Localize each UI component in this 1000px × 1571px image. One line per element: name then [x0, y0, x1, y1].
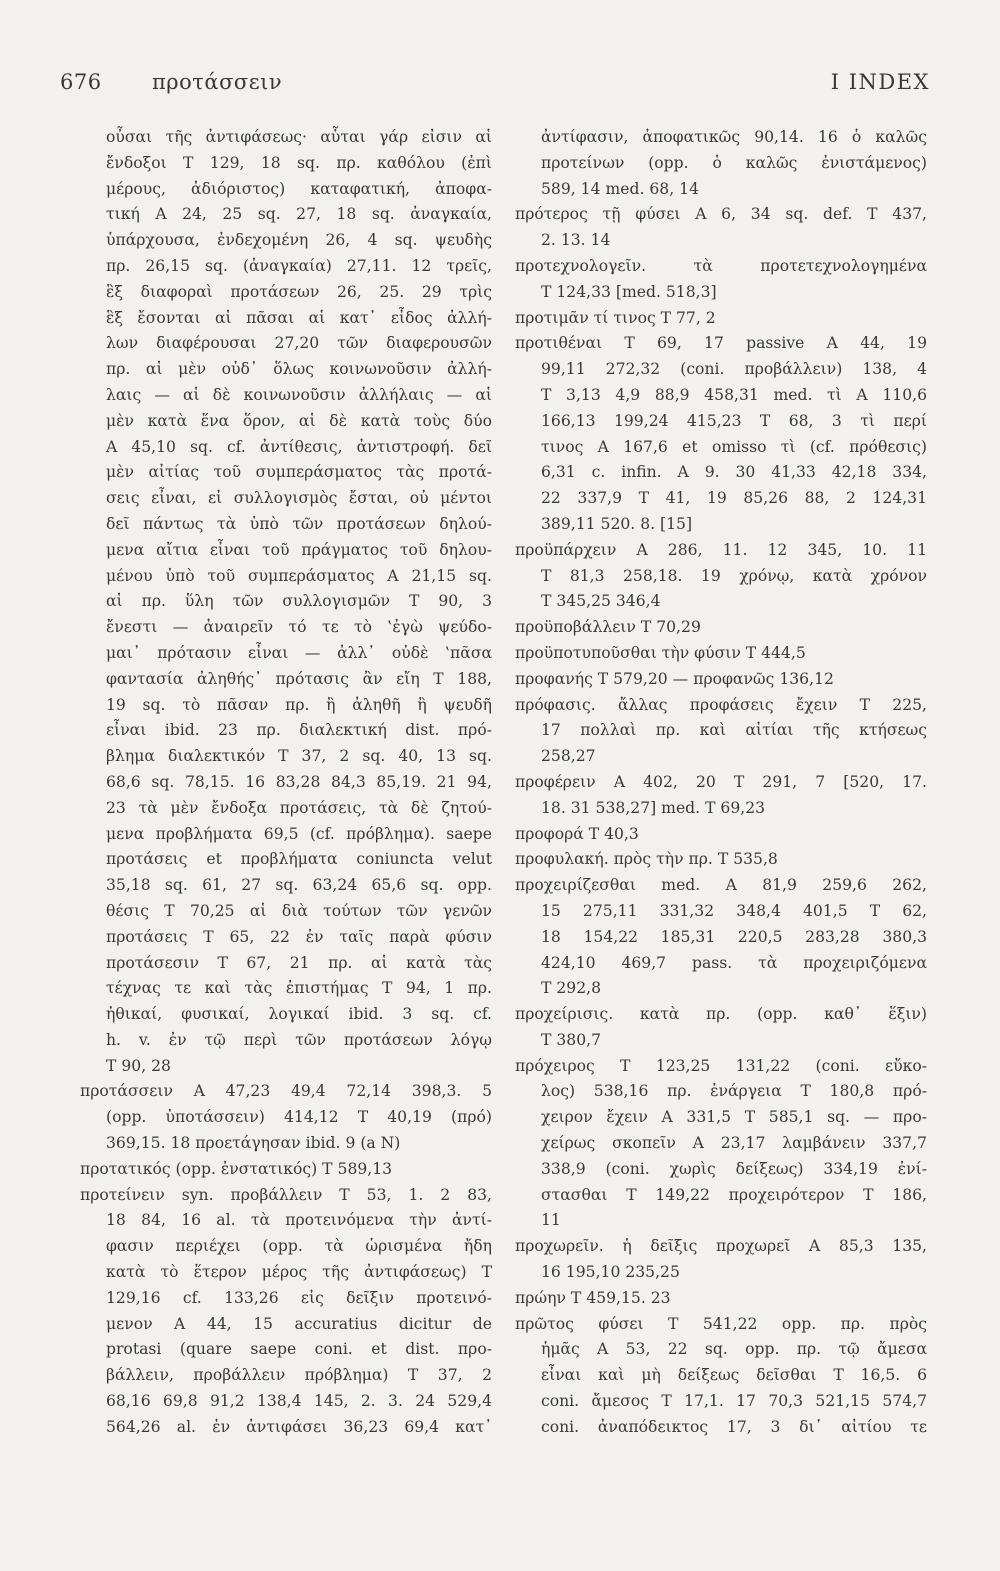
text-line: 23 τὰ μὲν ἔνδοξα προτάσεις, τὰ δὲ ζητού-: [106, 798, 492, 817]
text-line: πρ. αἱ μὲν οὐδ᾽ ὅλως κοινωνοῦσιν ἀλλή-: [106, 360, 492, 379]
text-line: ἓξ ἔσονται αἱ πᾶσαι αἱ κατ᾽ εἶδος ἀλλή-: [106, 308, 492, 327]
text-line: προφυλακή. πρὸς τὴν πρ. Τ 535,8: [515, 850, 778, 869]
text-line: σεις εἶναι, εἰ συλλογισμὸς ἔσται, οὐ μέντοι: [106, 489, 492, 508]
text-line: ἔνεστι — ἀναιρεῖν τό τε τὸ ‛ἐγὼ ψεύδο-: [106, 618, 492, 637]
text-line: μενα προβλήματα 69,5 (cf. πρόβλημα). saepe: [106, 824, 492, 843]
text-line: μένου ὑπὸ τοῦ συμπεράσματος Α 21,15 sq.: [106, 566, 492, 585]
text-line: πρ. 26,15 sq. (ἀναγκαία) 27,11. 12 τρεῖς,: [106, 256, 492, 275]
text-line: 338,9 (coni. χωρὶς δείξεως) 334,19 ἐνί-: [541, 1159, 927, 1178]
text-line: coni. ἄμεσος Τ 17,1. 17 70,3 521,15 574,7: [541, 1392, 927, 1411]
text-line: προτάσεις Τ 65, 22 ἐν ταῖς παρὰ φύσιν: [106, 927, 492, 946]
text-line: κατὰ τὸ ἕτερον μέρος τῆς ἀντιφάσεως) Τ: [106, 1263, 492, 1282]
text-line: h. v. ἐν τῷ περὶ τῶν προτάσεων λόγῳ: [106, 1030, 492, 1049]
text-line: 2. 13. 14: [541, 231, 611, 250]
text-line: 129,16 cf. 133,26 εἰς δεῖξιν προτεινό-: [106, 1288, 492, 1307]
text-line: 11: [541, 1211, 561, 1230]
text-line: 18 154,22 185,31 220,5 283,28 380,3: [541, 927, 927, 946]
running-headword: προτάσσειν: [152, 70, 283, 94]
text-line: προτιμᾶν τί τινος Τ 77, 2: [515, 308, 716, 327]
text-line: οὖσαι τῆς ἀντιφάσεως· αὗται γάρ εἰσιν αἱ: [106, 128, 492, 146]
text-line: 564,26 al. ἐν ἀντιφάσει 36,23 69,4 κατ᾽: [106, 1417, 492, 1436]
text-line: τική Α 24, 25 sq. 27, 18 sq. ἀναγκαία,: [106, 205, 492, 224]
text-line: 15 275,11 331,32 348,4 401,5 Τ 62,: [541, 901, 927, 920]
text-line: Τ 380,7: [541, 1030, 601, 1049]
text-line: μενον Α 44, 15 accuratius dicitur de: [106, 1314, 492, 1333]
text-line: 369,15. 18 προετάγησαν ibid. 9 (a N): [106, 1134, 401, 1153]
text-line: αἱ πρ. ὕλη τῶν συλλογισμῶν Τ 90, 3: [106, 592, 492, 611]
text-line: προτάσσειν Α 47,23 49,4 72,14 398,3. 5: [80, 1082, 492, 1101]
text-line: 16 195,10 235,25: [541, 1263, 680, 1282]
text-line: πρόχειρος Τ 123,25 131,22 (coni. εὔκο-: [515, 1056, 927, 1075]
text-line: εἶναι καὶ μὴ δείξεως δεῖσθαι Τ 16,5. 6: [541, 1366, 927, 1385]
text-line: 166,13 199,24 415,23 Τ 68, 3 τὶ περί: [541, 411, 927, 430]
section-title: I INDEX: [830, 70, 930, 94]
text-line: ἔνδοξοι Τ 129, 18 sq. πρ. καθόλου (ἐπὶ: [106, 153, 492, 172]
text-line: protasi (quare saepe coni. et dist. προ-: [106, 1340, 492, 1359]
text-line: 18 84, 16 al. τὰ προτεινόμενα τὴν ἀντί-: [106, 1211, 492, 1230]
text-line: (opp. ὑποτάσσειν) 414,12 Τ 40,19 (πρό): [106, 1108, 492, 1127]
text-line: μέρους, ἀδιόριστος) καταφατική, ἀποφα-: [106, 179, 492, 198]
text-line: 99,11 272,32 (coni. προβάλλειν) 138, 4: [541, 360, 927, 379]
text-line: χείρως σκοπεῖν Α 23,17 λαμβάνειν 337,7: [541, 1134, 927, 1153]
text-line: βάλλειν, προβάλλειν πρόβλημα) Τ 37, 2: [106, 1366, 492, 1385]
text-line: προϋποβάλλειν Τ 70,29: [515, 618, 701, 637]
page-header: [60, 70, 930, 106]
text-line: προφανής Τ 579,20 — προφανῶς 136,12: [515, 669, 834, 688]
text-line: 258,27: [541, 747, 596, 766]
text-line: προϋποτυποῦσθαι τὴν φύσιν Τ 444,5: [515, 643, 806, 662]
text-line: 22 337,9 Τ 41, 19 85,26 88, 2 124,31: [541, 489, 927, 508]
text-line: 68,6 sq. 78,15. 16 83,28 84,3 85,19. 21 94,: [106, 772, 492, 791]
text-line: πρότερος τῇ φύσει Α 6, 34 sq. def. Τ 437,: [515, 205, 927, 224]
text-line: 17 πολλαὶ πρ. καὶ αἰτίαι τῆς κτήσεως: [541, 721, 927, 740]
text-line: βλημα διαλεκτικόν Τ 37, 2 sq. 40, 13 sq.: [106, 747, 492, 766]
text-line: 389,11 520. 8. [15]: [541, 514, 693, 533]
text-line: προϋπάρχειν Α 286, 11. 12 345, 10. 11: [515, 540, 927, 559]
text-line: προχωρεῖν. ἡ δεῖξις προχωρεῖ Α 85,3 135,: [515, 1237, 927, 1256]
text-line: ἓξ διαφοραὶ προτάσεων 26, 25. 29 τρὶς: [106, 282, 492, 301]
text-line: προτατικός (opp. ἐνστατικός) Τ 589,13: [80, 1159, 393, 1178]
right-column: [515, 125, 927, 1441]
text-line: προτείνειν syn. προβάλλειν Τ 53, 1. 2 83,: [80, 1185, 492, 1204]
text-line: εἶναι ibid. 23 πρ. διαλεκτική dist. πρό-: [106, 721, 492, 740]
text-line: προτιθέναι Τ 69, 17 passive Α 44, 19: [515, 334, 927, 353]
text-line: τινος Α 167,6 et omisso τὶ (cf. πρόθεσις): [541, 437, 927, 456]
text-line: ὑπάρχουσα, ἐνδεχομένη 26, 4 sq. ψευδὴς: [106, 231, 492, 250]
text-line: λος) 538,16 πρ. ἐνάργεια Τ 180,8 πρό-: [541, 1082, 927, 1101]
text-line: Τ 292,8: [541, 979, 601, 998]
text-line: 19 sq. τὸ πᾶσαν πρ. ἢ ἀληθῆ ἢ ψευδῆ: [106, 695, 492, 714]
text-line: τέχνας τε καὶ τὰς ἐπιστήμας Τ 94, 1 πρ.: [106, 979, 492, 998]
text-line: ἠθικαί, φυσικαί, λογικαί ibid. 3 sq. cf.: [106, 1005, 492, 1024]
text-line: προφέρειν Α 402, 20 Τ 291, 7 [520, 17.: [515, 772, 927, 791]
text-line: Τ 124,33 [med. 518,3]: [541, 282, 717, 301]
text-line: Τ 90, 28: [106, 1056, 171, 1075]
text-line: μὲν αἰτίας τοῦ συμπεράσματος τὰς προτά-: [106, 463, 492, 482]
text-line: φασιν περιέχει (opp. τὰ ὡρισμένα ἤδη: [106, 1237, 492, 1256]
text-line: δεῖ πάντως τὰ ὑπὸ τῶν προτάσεων δηλού-: [106, 514, 492, 533]
text-line: πρώην Τ 459,15. 23: [515, 1288, 671, 1307]
text-line: Α 45,10 sq. cf. ἀντίθεσις, ἀντιστροφή. δεῖ: [106, 437, 492, 456]
text-line: πρόφασις. ἄλλας προφάσεις ἔχειν Τ 225,: [515, 695, 927, 714]
text-line: 589, 14 med. 68, 14: [541, 179, 699, 198]
text-line: 68,16 69,8 91,2 138,4 145, 2. 3. 24 529,4: [106, 1392, 492, 1411]
text-line: coni. ἀναπόδεικτος 17, 3 δι᾽ αἰτίου τε: [541, 1417, 927, 1436]
text-line: προτείνων (opp. ὁ καλῶς ἐνιστάμενος): [541, 153, 927, 172]
text-line: μὲν κατὰ ἕνα ὅρον, αἱ δὲ κατὰ τοὺς δύο: [106, 411, 492, 430]
text-line: φαντασία ἀληθής᾽ πρότασις ἂν εἴη Τ 188,: [106, 669, 492, 688]
text-line: ἀντίφασιν, ἀποφατικῶς 90,14. 16 ὁ καλῶς: [541, 128, 927, 146]
text-line: 35,18 sq. 61, 27 sq. 63,24 65,6 sq. opp.: [106, 876, 492, 895]
page-number: 676: [60, 70, 102, 94]
text-line: μενα αἴτια εἶναι τοῦ πράγματος τοῦ δηλου-: [106, 540, 492, 559]
text-line: θέσις Τ 70,25 αἱ διὰ τούτων τῶν γενῶν: [106, 901, 492, 920]
left-column: [80, 125, 492, 1441]
text-line: λων διαφέρουσαι 27,20 τῶν διαφερουσῶν: [106, 334, 492, 353]
text-line: ἡμᾶς Α 53, 22 sq. opp. πρ. τῷ ἄμεσα: [541, 1340, 927, 1359]
text-line: λαις — αἱ δὲ κοινωνοῦσιν ἀλλήλαις — αἱ: [106, 385, 492, 404]
text-line: προχειρίζεσθαι med. Α 81,9 259,6 262,: [515, 876, 927, 895]
text-line: χειρον ἔχειν Α 331,5 Τ 585,1 sq. — προ-: [541, 1108, 927, 1127]
text-line: προφορά Τ 40,3: [515, 824, 639, 843]
text-line: στασθαι Τ 149,22 προχειρότερον Τ 186,: [541, 1185, 927, 1204]
text-line: μαι᾽ πρότασιν εἶναι — ἀλλ᾽ οὐδὲ ‛πᾶσα: [106, 643, 492, 662]
text-line: 18. 31 538,27] med. Τ 69,23: [541, 798, 766, 817]
text-line: Τ 3,13 4,9 88,9 458,31 med. τὶ Α 110,6: [541, 385, 927, 404]
text-line: προτάσεις et προβλήματα coniuncta velut: [106, 850, 492, 869]
text-line: προτεχνολογεῖν. τὰ προτετεχνολογημένα: [515, 256, 927, 275]
text-line: πρῶτος φύσει Τ 541,22 opp. πρ. πρὸς: [515, 1314, 927, 1333]
text-line: 424,10 469,7 pass. τὰ προχειριζόμενα: [541, 953, 927, 972]
text-line: Τ 81,3 258,18. 19 χρόνῳ, κατὰ χρόνον: [541, 566, 927, 585]
text-line: προτάσεσιν Τ 67, 21 πρ. αἱ κατὰ τὰς: [106, 953, 492, 972]
text-line: προχείρισις. κατὰ πρ. (opp. καθ᾽ ἕξιν): [515, 1005, 927, 1024]
text-line: 6,31 c. infin. Α 9. 30 41,33 42,18 334,: [541, 463, 927, 482]
text-line: Τ 345,25 346,4: [541, 592, 661, 611]
